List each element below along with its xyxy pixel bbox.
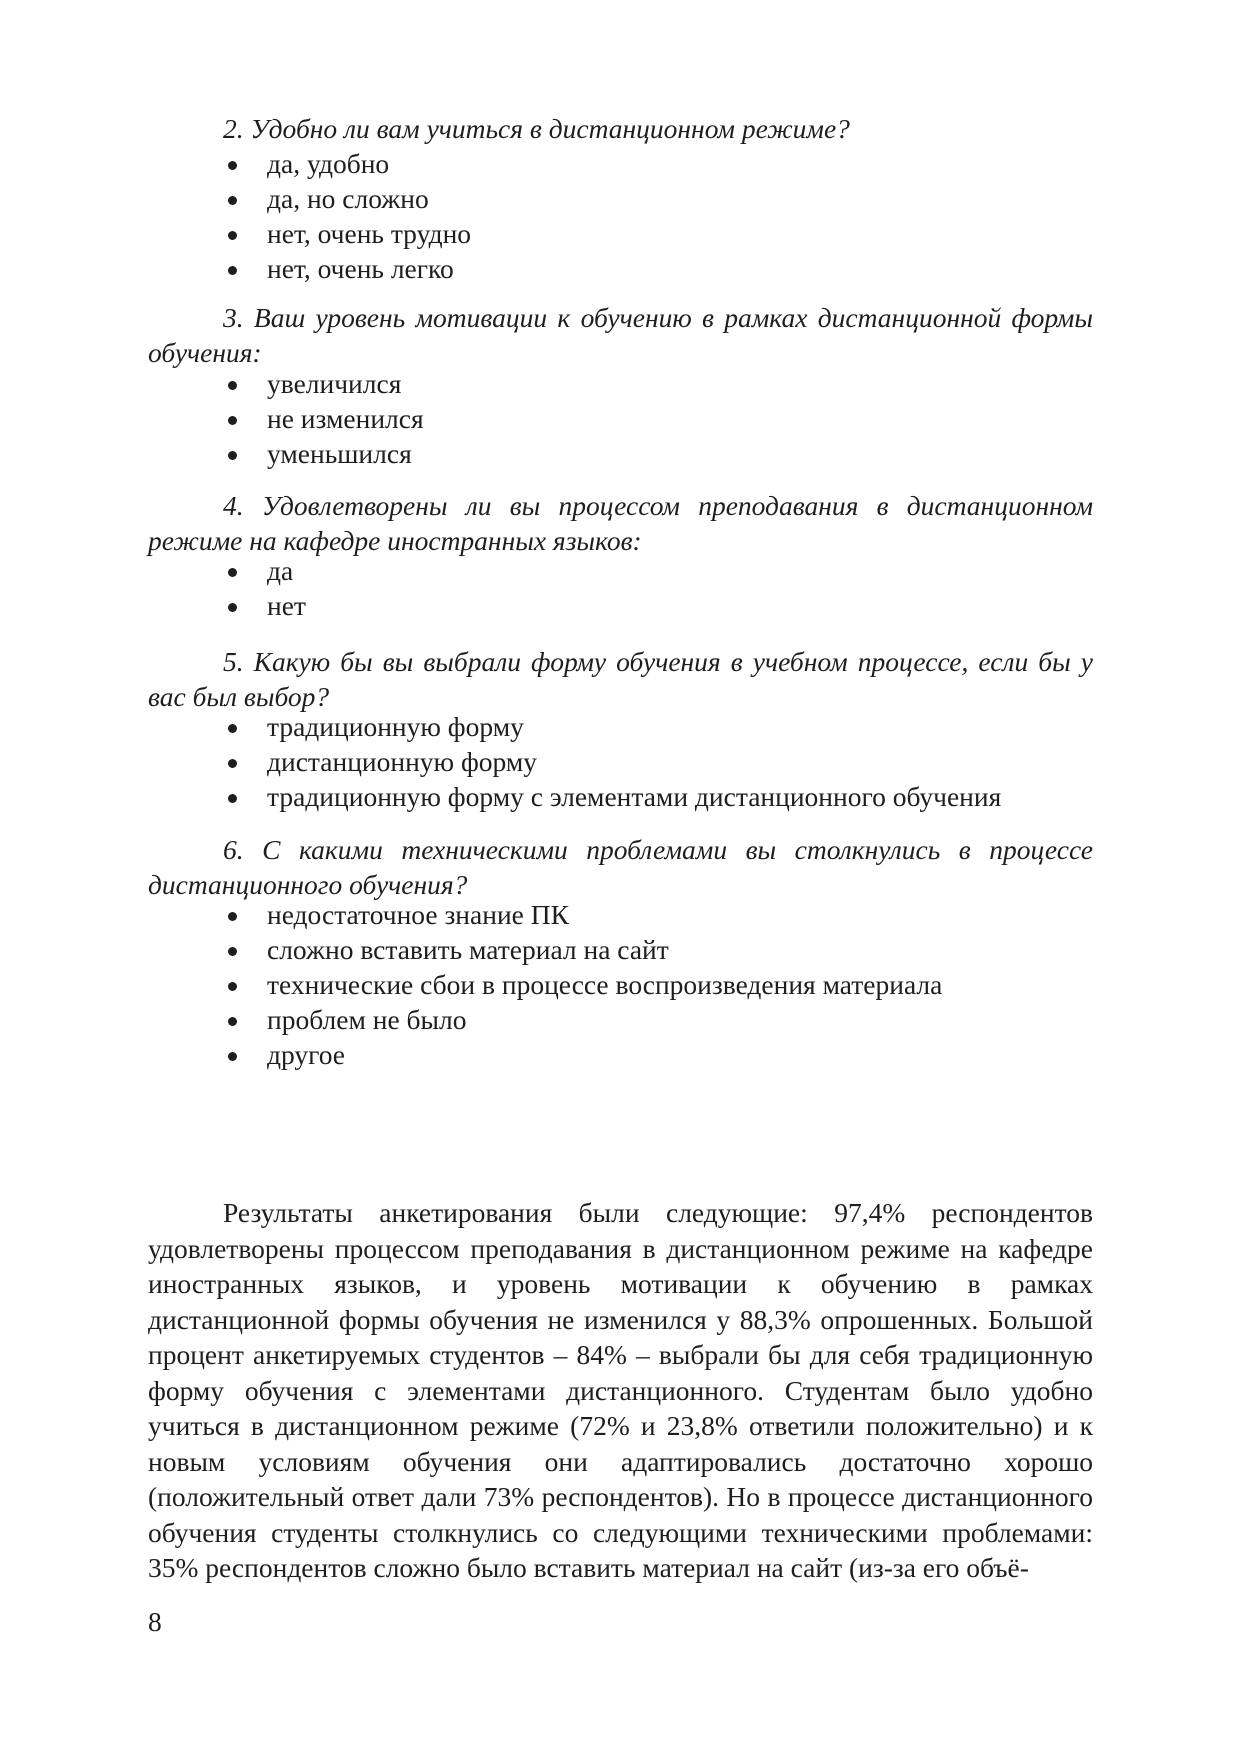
list-item (225, 146, 471, 181)
question-3-options (225, 366, 424, 471)
question-4: 4. Удовлетворены ли вы процессом преподавания в дистанционном режиме на кафедре иностранных языков: (148, 490, 1093, 556)
list-item (225, 709, 1001, 744)
bullet-icon (228, 794, 237, 803)
bullet-icon (228, 947, 237, 956)
bullet-icon (228, 759, 237, 768)
option-label: другое (267, 1039, 346, 1070)
question-3: 3. Ваш уровень мотивации к обучению в рамках дистанционной формы обучения: (148, 302, 1093, 368)
option-label: традиционную форму с элементами дистанционного обучения (267, 781, 1002, 812)
option-label: нет, очень легко (267, 253, 454, 284)
question-2-options (225, 146, 471, 286)
list-item (225, 1037, 942, 1072)
option-label: проблем не было (267, 1004, 467, 1035)
question-6: 6. С какими техническими проблемами вы столкнулись в процессе дистанционного обучения? (148, 834, 1093, 900)
bullet-icon (228, 1052, 237, 1061)
list-item (225, 779, 1001, 814)
list-item (225, 401, 424, 436)
page-number: 8 (148, 1606, 162, 1637)
option-label: традиционную форму (267, 711, 524, 742)
option-label: нет, очень трудно (267, 218, 472, 249)
question-6-options (225, 897, 942, 1072)
option-label: уменьшился (267, 438, 412, 469)
bullet-icon (228, 231, 237, 240)
bullet-icon (228, 196, 237, 205)
option-label: сложно вставить материал на сайт (267, 934, 669, 965)
option-label: дистанционную форму (267, 746, 538, 777)
option-label: да, но сложно (267, 183, 429, 214)
question-2: 2. Удобно ли вам учиться в дистанционном режиме? (223, 113, 850, 144)
bullet-icon (228, 568, 237, 577)
question-5-options (225, 709, 1001, 814)
bullet-icon (228, 266, 237, 275)
bullet-icon (228, 982, 237, 991)
list-item (225, 897, 942, 932)
list-item (225, 744, 1001, 779)
list-item (225, 366, 424, 401)
bullet-icon (228, 416, 237, 425)
bullet-icon (228, 724, 237, 733)
option-label: не изменился (267, 403, 424, 434)
results-paragraph: Результаты анкетирования были следующие: 97,4% респондентов удовлетворены процессом преподавания в дистанционном режиме на кафедре иностранных языков, и уровень мотивации к обучению в рамках дистанционной формы обучения не изменился у 88,3% опрошенных. Большой процент анкетируемых студентов – 84% – выбрали бы для себя традиционную форму обучения с элементами дистанционного. Студентам было удобно учиться в дистанционном режиме (72% и 23,8% ответили положительно) и к новым условиям обучения они адаптировались достаточно хорошо (положительный ответ дали 73% респондентов). Но в процессе дистанционного обучения студенты столкнулись со следующими техническими проблемами: 35% респондентов сложно было вставить материал на сайт (из-за его объё- (148, 1197, 1093, 1583)
bullet-icon (228, 603, 237, 612)
option-label: недостаточное знание ПК (267, 899, 569, 930)
list-item (225, 1002, 942, 1037)
bullet-icon (228, 451, 237, 460)
bullet-icon (228, 1017, 237, 1026)
bullet-icon (228, 912, 237, 921)
list-item (225, 588, 306, 623)
bullet-icon (228, 161, 237, 170)
option-label: да, удобно (267, 148, 390, 179)
list-item (225, 967, 942, 1002)
option-label: увеличился (267, 368, 402, 399)
question-5: 5. Какую бы вы выбрали форму обучения в учебном процессе, если бы у вас был выбор? (148, 646, 1093, 712)
list-item (225, 251, 471, 286)
list-item (225, 932, 942, 967)
list-item (225, 181, 471, 216)
option-label: технические сбои в процессе воспроизведения материала (267, 969, 943, 1000)
option-label: нет (267, 590, 306, 621)
list-item (225, 216, 471, 251)
question-4-options (225, 553, 306, 623)
list-item (225, 553, 306, 588)
option-label: да (267, 555, 294, 586)
list-item (225, 436, 424, 471)
bullet-icon (228, 381, 237, 390)
